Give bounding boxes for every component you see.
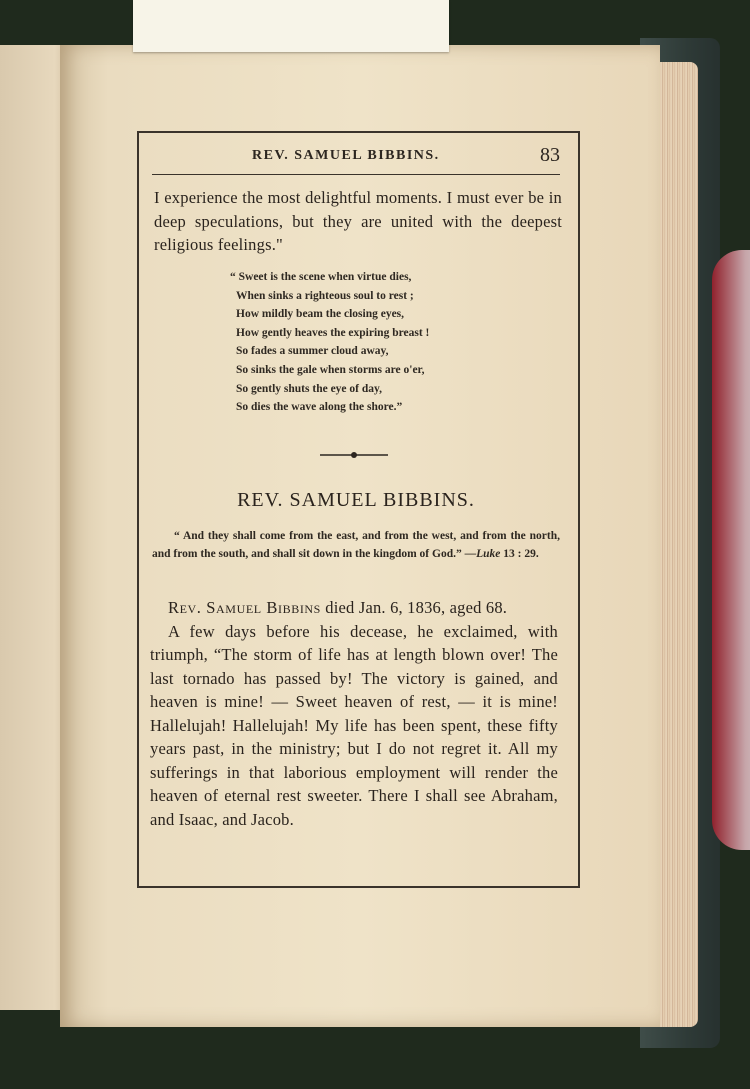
- epigraph-reference: 13 : 29.: [500, 548, 539, 560]
- background-object: [712, 250, 750, 850]
- subject-name: Rev. Samuel Bibbins: [168, 598, 321, 617]
- poem-line: When sinks a righteous soul to rest ;: [236, 289, 414, 302]
- poem-line: So fades a summer cloud away,: [236, 345, 389, 358]
- body-text: [150, 596, 558, 831]
- poem: [230, 268, 530, 417]
- poem-line: So dies the wave along the shore.”: [236, 401, 403, 414]
- running-title: REV. SAMUEL BIBBINS.: [252, 148, 440, 163]
- intro-paragraph: [150, 596, 558, 620]
- poem-line: How gently heaves the expiring breast !: [236, 326, 430, 339]
- ornament-divider: [320, 448, 388, 462]
- poem-line: “ Sweet is the scene when virtue dies,: [230, 271, 412, 283]
- epigraph-source: Luke: [476, 548, 501, 560]
- poem-line: So sinks the gale when storms are o'er,: [236, 363, 425, 376]
- running-head: [152, 146, 560, 175]
- body-paragraph: A few days before his decease, he exclaimed, with triumph, “The storm of life has at length blown over! The last tornado has passed by! The victory is gained, and heaven is mine! — Sweet heaven of rest, — it is mine! Hallelujah! Hallelujah! My life has been spent, these fifty years past, in the ministry; but I do not regret it. All my sufferings in that laborious employment will render the heaven of eternal rest sweeter. There I shall see Abraham, and Isaac, and Jacob.: [150, 621, 558, 829]
- bookmark-slip: [133, 0, 449, 52]
- page-number: 83: [540, 144, 560, 166]
- section-title: REV. SAMUEL BIBBINS.: [237, 489, 475, 511]
- poem-line: How mildly beam the closing eyes,: [236, 308, 405, 321]
- epigraph-text: “ And they shall come from the east, and from the west, and from the north, and from the south, and shall sit down in the kingdom of God.” —: [152, 530, 560, 560]
- epigraph: [152, 527, 560, 563]
- lead-paragraph: I experience the most delightful moments. I must ever be in deep speculations, but they are united with the deepest religious feelings.": [154, 188, 562, 254]
- intro-text: died Jan. 6, 1836, aged 68.: [320, 598, 508, 617]
- poem-line: So gently shuts the eye of day,: [236, 382, 382, 395]
